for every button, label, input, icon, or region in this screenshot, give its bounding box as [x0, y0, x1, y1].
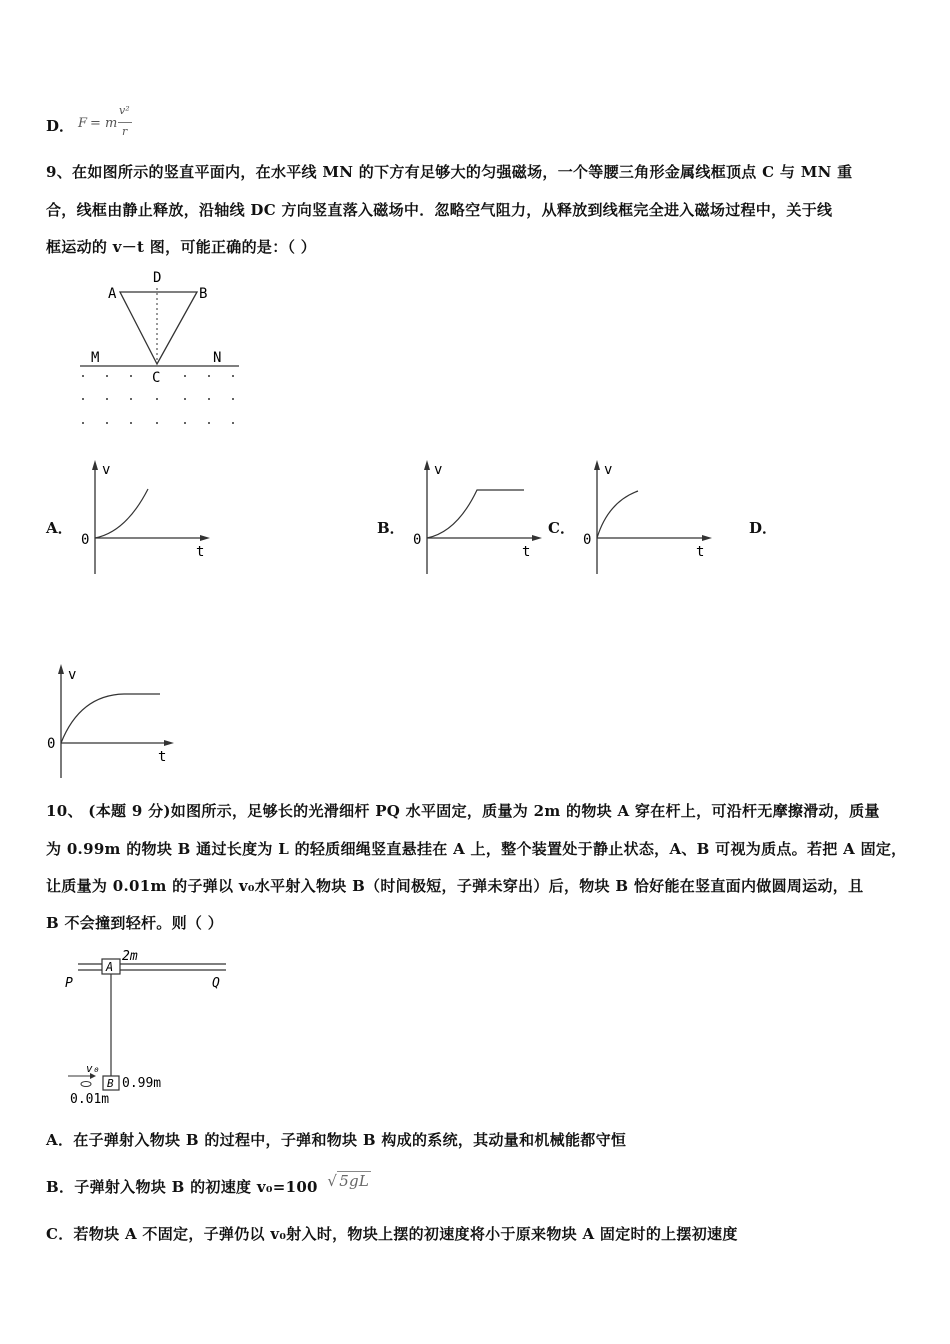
- q10-line-2: 为 0.99m 的物块 B 通过长度为 L 的轻质细绳竖直悬挂在 A 上，整个装置处于静止状态，A、B 可视为质点。若把 A 固定，: [46, 840, 907, 858]
- v0-label: v₀: [86, 1062, 100, 1075]
- fraction-bar: [118, 122, 132, 123]
- t-axis-arrow: [200, 535, 210, 541]
- q10-option-c: C．若物块 A 不固定，子弹仍以 v₀射入时，物块上摆的初速度将小于原来物块 A 固定时的上摆初速度: [46, 1225, 738, 1243]
- label-m: M: [91, 350, 100, 366]
- origin-label: 0: [583, 532, 592, 548]
- q9-line-3: 框运动的 v－t 图，可能正确的是：（ ）: [46, 238, 317, 256]
- v-label: v: [102, 462, 111, 478]
- t-label: t: [522, 544, 531, 560]
- origin-label: 0: [81, 532, 90, 548]
- label-n: N: [213, 350, 222, 366]
- t-axis-arrow: [164, 740, 174, 746]
- triangle-frame: [120, 292, 197, 364]
- v-axis-arrow: [424, 460, 430, 470]
- bullet-mass-label: 0.01m: [70, 1092, 110, 1107]
- formula-eq: = m: [90, 116, 118, 131]
- v-label: v: [68, 667, 77, 683]
- q9-triangle-figure: [75, 268, 245, 433]
- q8-option-d-formula: [78, 104, 148, 144]
- q10-option-a: A．在子弹射入物块 B 的过程中，子弹和物块 B 构成的系统，其动量和机械能都守恒: [46, 1131, 627, 1149]
- curve: [61, 694, 160, 743]
- t-axis-arrow: [532, 535, 542, 541]
- label-p: P: [65, 976, 73, 991]
- formula-numerator: v²: [119, 104, 130, 117]
- q9-line-1: 9、在如图所示的竖直平面内，在水平线 MN 的下方有足够大的匀强磁场，一个等腰三角形金属线框顶点 C 与 MN 重: [46, 163, 853, 181]
- formula-lhs: F: [78, 116, 88, 131]
- v-axis-arrow: [594, 460, 600, 470]
- q8-option-d-label: D．: [46, 117, 75, 135]
- label-q: Q: [212, 976, 220, 991]
- q10-rod-figure: [60, 945, 245, 1107]
- mass-b-label: 0.99m: [122, 1076, 162, 1091]
- v-label: v: [604, 462, 613, 478]
- curve: [597, 491, 638, 538]
- q9-graph-a: [78, 458, 218, 578]
- curve: [427, 490, 524, 538]
- t-label: t: [196, 544, 205, 560]
- q10-line-3: 让质量为 0.01m 的子弹以 v₀水平射入物块 B（时间极短，子弹未穿出）后，物块 B 恰好能在竖直面内做圆周运动，且: [46, 877, 864, 895]
- q10-line-4: B 不会撞到轻杆。则（ ）: [46, 914, 224, 932]
- formula-denominator: r: [122, 125, 128, 138]
- q9-option-c-label: C．: [548, 519, 575, 537]
- option-b-radicand: 5gL: [339, 1172, 370, 1190]
- origin-label: 0: [47, 736, 56, 752]
- q10-line-1: 10、 (本题 9 分)如图所示，足够长的光滑细杆 PQ 水平固定，质量为 2m 的物块 A 穿在杆上，可沿杆无摩擦滑动，质量: [46, 802, 880, 820]
- bullet: [81, 1082, 91, 1087]
- q9-option-d-label: D．: [749, 519, 778, 537]
- option-b-sqrt: [327, 1172, 371, 1190]
- origin-label: 0: [413, 532, 422, 548]
- t-axis-arrow: [702, 535, 712, 541]
- q9-line-2: 合，线框由静止释放，沿轴线 DC 方向竖直落入磁场中．忽略空气阻力，从释放到线框完全进入磁场过程中，关于线: [46, 201, 833, 219]
- block-a-label: A: [106, 960, 114, 974]
- q9-graph-d: [44, 664, 184, 784]
- t-label: t: [158, 749, 167, 765]
- q10-option-b: [46, 1172, 371, 1197]
- block-b-label: B: [107, 1077, 114, 1090]
- label-b: B: [199, 286, 208, 302]
- label-c: C: [152, 370, 161, 386]
- label-a: A: [108, 286, 117, 302]
- q9-option-b-label: B．: [377, 519, 405, 537]
- option-b-text: B．子弹射入物块 B 的初速度 v₀=100: [46, 1178, 318, 1196]
- sqrt-sign: √: [327, 1172, 338, 1190]
- t-label: t: [696, 544, 705, 560]
- q9-graph-c: [580, 458, 720, 578]
- curve: [95, 489, 148, 538]
- label-d: D: [153, 270, 162, 286]
- mass-a-label: 2m: [122, 949, 138, 964]
- q9-graph-b: [410, 458, 550, 578]
- q9-option-a-label: A．: [46, 519, 73, 537]
- v-axis-arrow: [92, 460, 98, 470]
- v-label: v: [434, 462, 443, 478]
- v-axis-arrow: [58, 664, 64, 674]
